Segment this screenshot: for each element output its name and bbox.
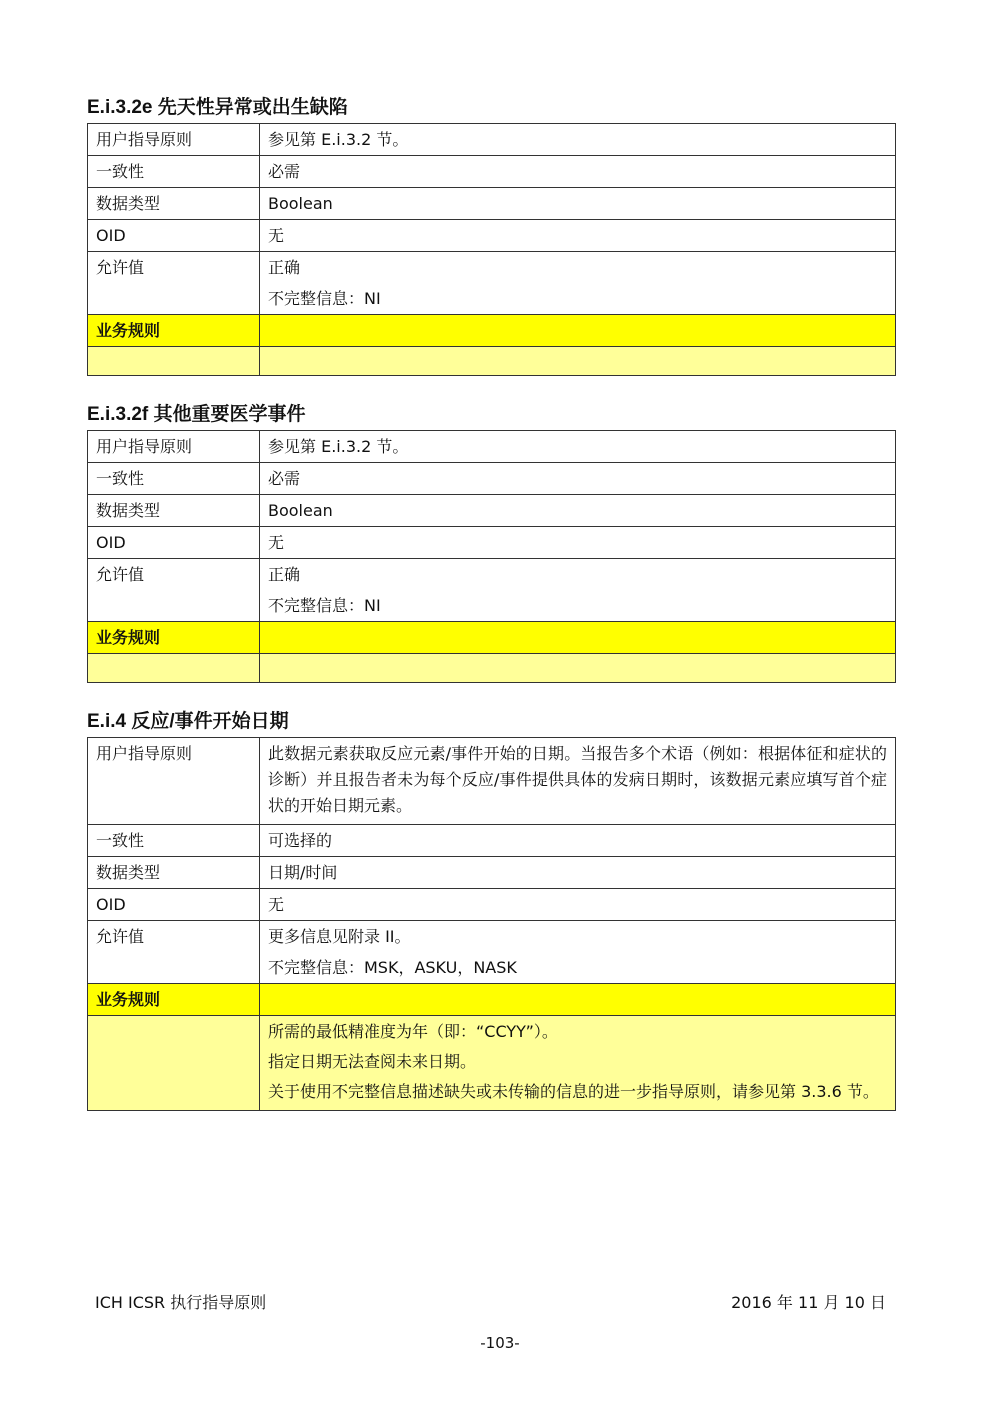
row-data-type — [88, 188, 896, 220]
row-label: 用户指导原则 — [88, 738, 260, 825]
business-rules-blank — [88, 347, 260, 376]
business-rules-content — [260, 347, 896, 376]
section-e-i-3-2e — [87, 93, 895, 376]
allowed-value: 不完整信息：MSK，ASKU，NASK — [268, 958, 517, 977]
section-heading: E.i.3.2f 其他重要医学事件 — [87, 404, 306, 425]
row-conformance — [88, 463, 896, 495]
business-rules-blank — [88, 1016, 260, 1111]
row-data-type — [88, 495, 896, 527]
row-value — [260, 252, 896, 315]
row-label: OID — [88, 527, 260, 559]
business-rules-header-blank — [260, 984, 896, 1016]
row-value: 必需 — [260, 463, 896, 495]
guidance-text: 此数据元素获取反应元素/事件开始的日期。当报告多个术语（例如：根据体征和症状的诊断）并且报告者未为每个反应/事件提供具体的发病日期时，该数据元素应填写首个症状的开始日期元素。 — [268, 744, 887, 815]
section-e-i-4 — [87, 707, 895, 1111]
row-label: 用户指导原则 — [88, 124, 260, 156]
business-rules-header-blank — [260, 622, 896, 654]
row-user-guidance — [88, 124, 896, 156]
row-label: 允许值 — [88, 252, 260, 315]
row-value: Boolean — [260, 495, 896, 527]
row-business-rules-body — [88, 347, 896, 376]
row-label: OID — [88, 889, 260, 921]
row-business-rules-header — [88, 984, 896, 1016]
row-value: 无 — [260, 220, 896, 252]
row-label: 允许值 — [88, 559, 260, 622]
allowed-value: 不完整信息：NI — [268, 289, 381, 308]
section-heading: E.i.4 反应/事件开始日期 — [87, 711, 289, 732]
business-rules-label: 业务规则 — [88, 984, 260, 1016]
spec-table — [87, 737, 896, 1111]
row-oid — [88, 527, 896, 559]
allowed-value: 更多信息见附录 II。 — [268, 927, 411, 946]
row-label: 数据类型 — [88, 857, 260, 889]
row-user-guidance — [88, 738, 896, 825]
row-label: 数据类型 — [88, 188, 260, 220]
row-allowed-values — [88, 921, 896, 984]
row-value: 无 — [260, 527, 896, 559]
row-value — [260, 738, 896, 825]
row-value: 无 — [260, 889, 896, 921]
business-rule: 所需的最低精准度为年（即：“CCYY”）。 — [268, 1022, 558, 1041]
page-number: -103- — [480, 1334, 520, 1352]
row-value: 可选择的 — [260, 825, 896, 857]
row-allowed-values — [88, 559, 896, 622]
row-label: 允许值 — [88, 921, 260, 984]
business-rules-label: 业务规则 — [88, 315, 260, 347]
row-value: Boolean — [260, 188, 896, 220]
row-label: 数据类型 — [88, 495, 260, 527]
business-rules-content — [260, 1016, 896, 1111]
row-label: OID — [88, 220, 260, 252]
row-value — [260, 921, 896, 984]
section-heading: E.i.3.2e 先天性异常或出生缺陷 — [87, 97, 348, 118]
row-business-rules-body — [88, 1016, 896, 1111]
row-oid — [88, 889, 896, 921]
business-rules-blank — [88, 654, 260, 683]
spec-table — [87, 123, 896, 376]
section-e-i-3-2f — [87, 400, 895, 683]
business-rule: 指定日期无法查阅未来日期。 — [268, 1052, 477, 1071]
row-business-rules-header — [88, 315, 896, 347]
footer-date: 2016 年 11 月 10 日 — [731, 1293, 886, 1312]
business-rule: 关于使用不完整信息描述缺失或未传输的信息的进一步指导原则，请参见第 3.3.6 节。 — [268, 1082, 879, 1101]
row-label: 一致性 — [88, 463, 260, 495]
allowed-value: 正确 — [268, 258, 301, 277]
row-business-rules-body — [88, 654, 896, 683]
row-oid — [88, 220, 896, 252]
row-business-rules-header — [88, 622, 896, 654]
row-label: 一致性 — [88, 825, 260, 857]
row-conformance — [88, 825, 896, 857]
business-rules-label: 业务规则 — [88, 622, 260, 654]
row-value: 必需 — [260, 156, 896, 188]
row-value: 参见第 E.i.3.2 节。 — [260, 431, 896, 463]
row-conformance — [88, 156, 896, 188]
row-value: 日期/时间 — [260, 857, 896, 889]
allowed-value: 不完整信息：NI — [268, 596, 381, 615]
row-allowed-values — [88, 252, 896, 315]
business-rules-header-blank — [260, 315, 896, 347]
business-rules-content — [260, 654, 896, 683]
row-value — [260, 559, 896, 622]
spec-table — [87, 430, 896, 683]
row-value: 参见第 E.i.3.2 节。 — [260, 124, 896, 156]
allowed-value: 正确 — [268, 565, 301, 584]
row-label: 一致性 — [88, 156, 260, 188]
row-user-guidance — [88, 431, 896, 463]
row-label: 用户指导原则 — [88, 431, 260, 463]
footer-document-title: ICH ICSR 执行指导原则 — [95, 1293, 267, 1312]
row-data-type — [88, 857, 896, 889]
